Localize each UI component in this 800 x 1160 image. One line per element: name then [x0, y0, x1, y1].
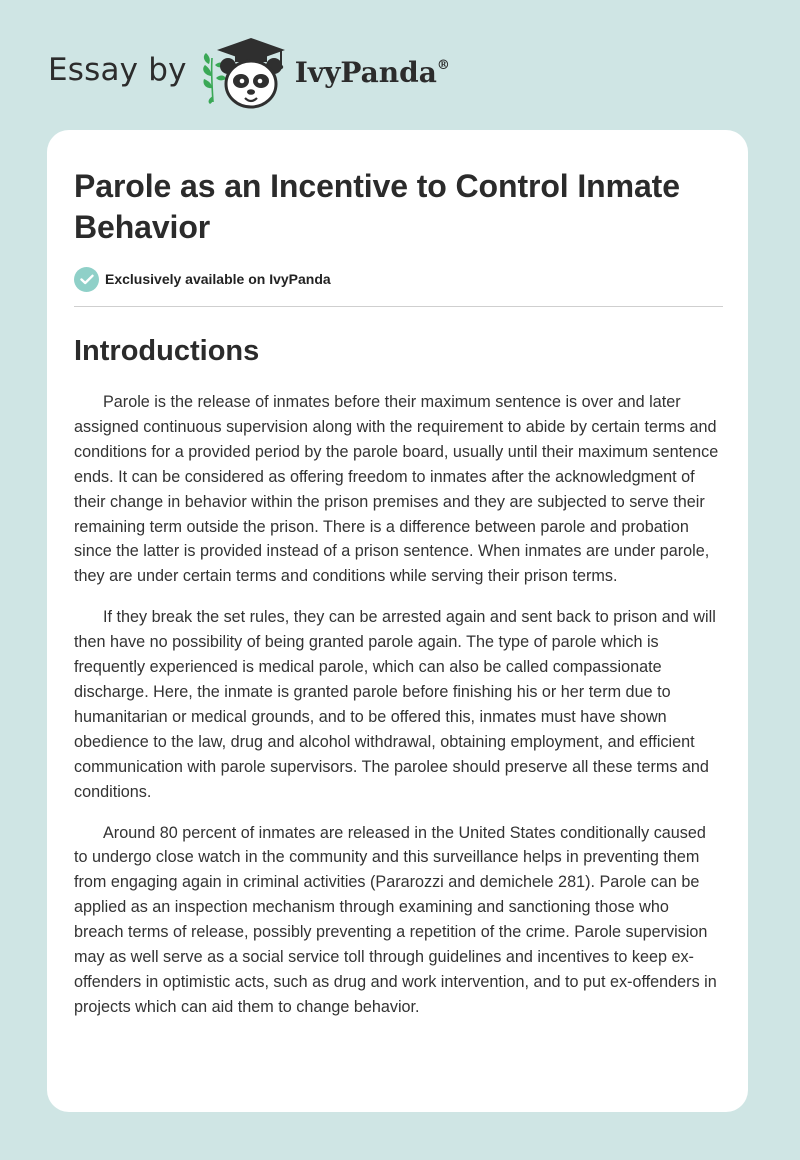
page-title: Parole as an Incentive to Control Inmate Behavior: [74, 168, 680, 245]
brand-name-text: IvyPanda: [294, 55, 437, 89]
article-card: [47, 130, 748, 1112]
registered-mark: ®: [436, 57, 450, 73]
check-circle-icon: [74, 267, 99, 292]
paragraph-2: If they break the set rules, they can be arrested again and sent back to prison and will then have no possibility of being granted parole again. The type of parole which is frequently experienced is medical parole, which can also be called compassionate discharge. Here, the inmate is granted parole before finishing his or her term due to humanitarian or medical grounds, and to be offered this, inmates must have shown obedience to the law, drug and alcohol withdrawal, obtaining employment, and efficient communication with parole supervisors. The parolee should preserve all these terms and conditions.: [74, 608, 716, 801]
site-header: [48, 34, 450, 112]
divider: [74, 306, 723, 307]
brand-name: [295, 56, 450, 89]
exclusive-badge: [74, 266, 721, 292]
paragraph-1: Parole is the release of inmates before their maximum sentence is over and later assigned continuous supervision along with the requirement to abide by certain terms and conditions for a provided period by the parole board, usually until their maximum sentence ends. It can be considered as offering freedom to inmates after the acknowledgment of their change in behavior within the prison premises and they are subjected to serve their remaining term outside the prison. There is a difference between parole and probation since the latter is provided instead of a prison sentence. When inmates are under parole, they are under certain terms and conditions while serving their prison terms.: [74, 393, 719, 586]
panda-graduate-logo-icon[interactable]: [199, 34, 291, 112]
essay-by-label: Essay by: [48, 52, 187, 88]
paragraph-3: Around 80 percent of inmates are released in the United States conditionally caused to undergo close watch in the community and this surveillance helps in preventing them from engaging again in criminal activities (Pararozzi and demichele 281). Parole can be applied as an inspection mechanism through examining and sanctioning those who breach terms of release, possibly preventing a repetition of the crime. Parole supervision may as well serve as a social service toll through guidelines and incentives to keep ex-offenders in optimistic acts, such as drug and work intervention, and to put ex-offenders in projects which can aid them to change behavior.: [74, 823, 717, 1016]
exclusive-badge-label: Exclusively available on IvyPanda: [105, 271, 331, 287]
section-heading: Introductions: [74, 335, 260, 367]
